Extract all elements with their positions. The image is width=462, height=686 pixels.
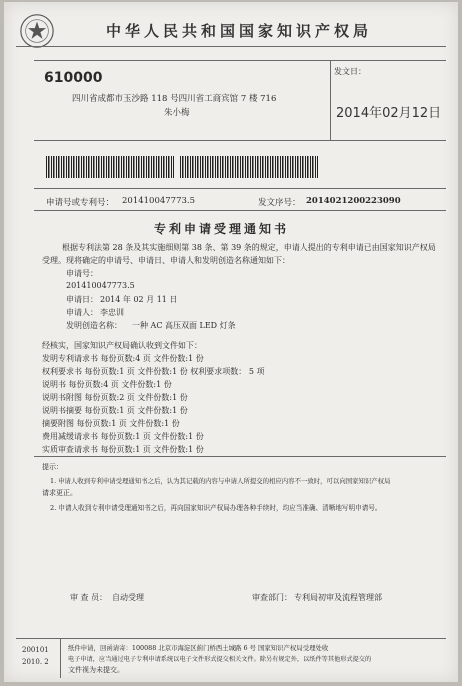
recipient-address: 四川省成都市玉沙路 118 号四川省工商宾馆 7 楼 716 xyxy=(72,94,277,104)
file-row: 费用减缓请求书 每份页数:1 页 文件份数:1 份 xyxy=(42,432,204,441)
file-row: 说明书 每份页数:4 页 文件份数:1 份 xyxy=(42,380,172,389)
application-number: 201410047773.5 xyxy=(122,196,196,206)
file-row: 摘要附图 每份页数:1 页 文件份数:1 份 xyxy=(42,419,180,428)
notice-page xyxy=(4,2,458,682)
national-emblem-icon xyxy=(18,12,56,50)
note-2: 2. 申请人收到专利申请受理通知书之后，再向国家知识产权局办理各种手续时，均应当准确、清晰地写明申请号。 xyxy=(50,504,382,512)
meta-bottom-rule xyxy=(34,210,446,211)
field-value: 2014 年 02 月 11 日 xyxy=(100,295,178,304)
field-label: 申请号： xyxy=(66,269,98,278)
notes-label: 提示： xyxy=(42,463,63,471)
serial-number: 2014021200223090 xyxy=(306,196,401,206)
box-divider xyxy=(330,60,331,140)
note-1-cont: 请求更正。 xyxy=(42,489,77,497)
field-value: 201410047773.5 xyxy=(66,281,135,290)
file-row: 权利要求书 每份页数:1 页 文件份数:1 份 权利要求项数： 5 项 xyxy=(42,367,265,376)
serial-number-label: 发文序号： xyxy=(258,198,301,208)
box-bottom-rule xyxy=(34,140,446,141)
examiner-name: 自动受理 xyxy=(112,593,144,602)
file-row: 实质审查请求书 每份页数:1 页 文件份数:1 份 xyxy=(42,445,204,454)
examiner-label: 审 查 员： xyxy=(70,593,108,602)
department-name: 专利局初审及流程管理部 xyxy=(294,593,382,602)
intro-line-2: 受理。现将确定的申请号、申请日、申请人和发明创造名称通知如下： xyxy=(42,256,290,265)
notes-top-rule xyxy=(34,456,446,457)
department-label: 审查部门： xyxy=(252,593,292,602)
field-value: 一种 AC 高压双面 LED 灯条 xyxy=(132,321,236,330)
footer-divider xyxy=(60,638,61,678)
field-label: 申请日： xyxy=(66,295,98,304)
office-name: 中华人民共和国国家知识产权局 xyxy=(106,22,373,40)
issue-date-label: 发文日： xyxy=(334,67,366,76)
footer-mail-instructions: 纸件申请，回函请寄：100088 北京市海淀区蓟门桥西土城路 6 号 国家知识产权局受理处收 xyxy=(68,644,329,652)
barcode-left xyxy=(46,156,174,178)
form-code: 200101 xyxy=(22,646,49,654)
form-version: 2010. 2 xyxy=(22,658,49,666)
footer-electronic-instructions: 电子申请，应当通过电子专利申请系统以电子文件形式提交相关文件。除另有规定外，以纸件等其他形式提交的 xyxy=(68,656,372,663)
footer-rule xyxy=(16,638,446,639)
barcode-right xyxy=(180,156,318,178)
issue-date-stamp: 2014年02月12日 xyxy=(336,106,442,121)
header-rule xyxy=(16,46,446,47)
footer-electronic-instructions-cont: 文件视为未提交。 xyxy=(68,666,124,674)
postcode: 610000 xyxy=(44,70,103,86)
field-label: 申请人： xyxy=(66,308,98,317)
files-heading: 经核实，国家知识产权局确认收到文件如下： xyxy=(42,341,202,350)
application-number-label: 申请号或专利号： xyxy=(46,198,115,208)
recipient-name: 朱小梅 xyxy=(164,108,190,118)
intro-line-1: 根据专利法第 28 条及其实施细则第 38 条、第 39 条的规定，申请人提出的专利申请已由国家知识产权局 xyxy=(62,243,436,252)
file-row: 说明书附图 每份页数:2 页 文件份数:1 份 xyxy=(42,393,188,402)
document-title: 专利申请受理通知书 xyxy=(154,222,290,236)
field-value: 李忠训 xyxy=(100,308,124,317)
file-row: 发明专利请求书 每份页数:4 页 文件份数:1 份 xyxy=(42,354,204,363)
note-1: 1. 申请人收到专利申请受理通知书之后，认为其记载的内容与申请人所提交的相应内容不一致时，可以向国家知识产权局 xyxy=(50,477,391,485)
box-top-rule xyxy=(34,60,446,61)
field-label: 发明创造名称： xyxy=(66,321,122,330)
meta-top-rule xyxy=(34,188,446,189)
file-row: 说明书摘要 每份页数:1 页 文件份数:1 份 xyxy=(42,406,188,415)
